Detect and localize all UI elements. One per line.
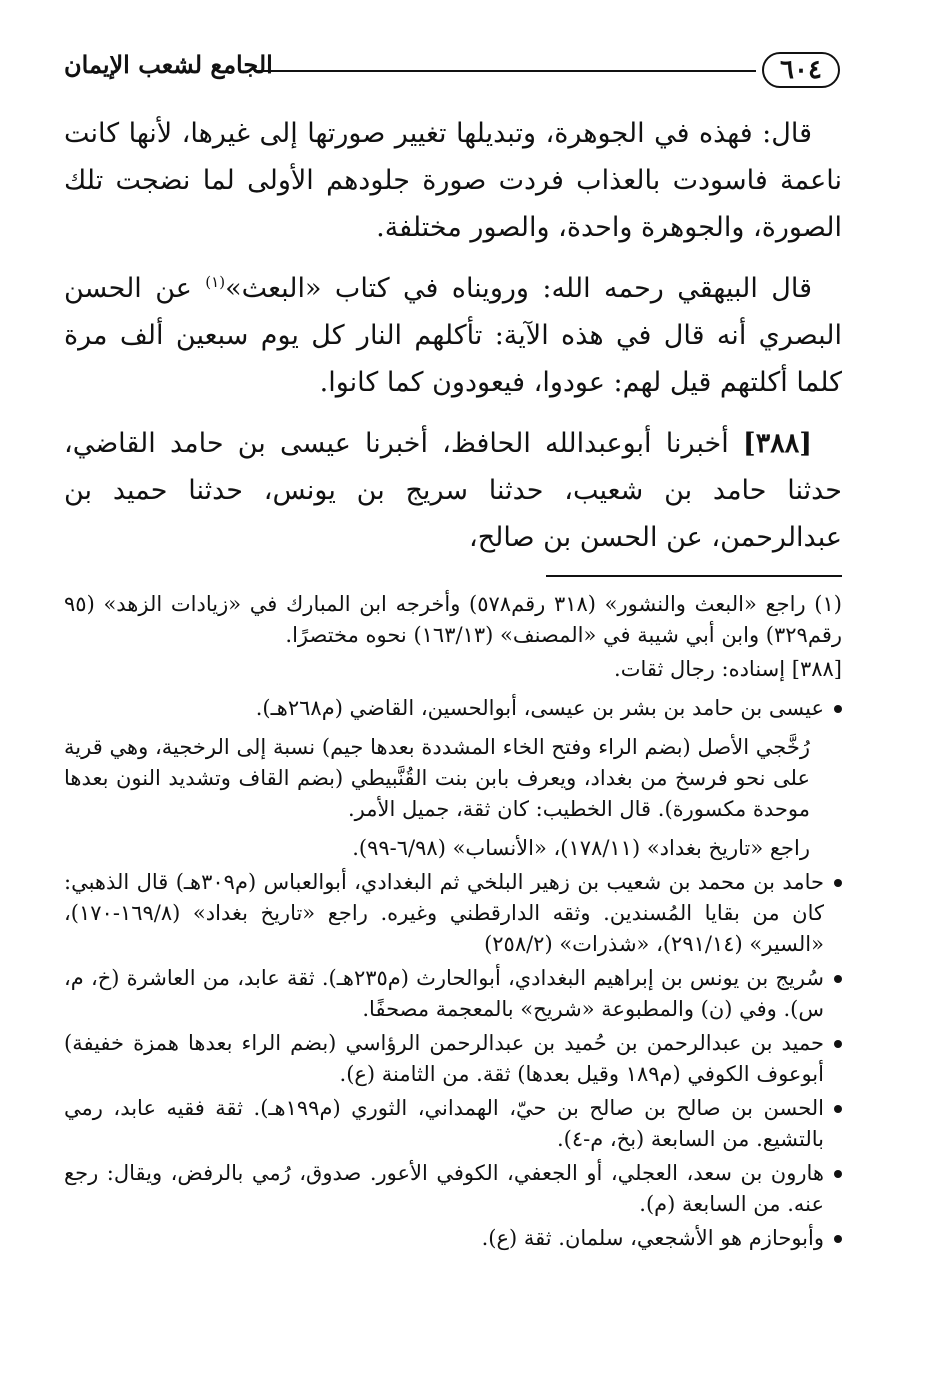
narrator-note-4 <box>64 1028 842 1090</box>
page-number: ٦٠٤ <box>762 52 840 88</box>
page-header <box>64 40 842 108</box>
bullet-icon <box>834 1170 842 1178</box>
paragraph-2 <box>64 265 842 406</box>
narrator-note-3 <box>64 963 842 1025</box>
narrator-note-1-reference: راجع «تاريخ بغداد» (١٧٨/١١)، «الأنساب» (٦/٩٨-٩٩). <box>352 836 810 860</box>
bullet-icon <box>834 1235 842 1243</box>
header-rule <box>254 70 756 72</box>
narrator-note-7 <box>64 1223 842 1254</box>
bullet-icon <box>834 705 842 713</box>
bullet-icon <box>834 1105 842 1113</box>
footnote-separator <box>546 575 842 577</box>
isnad-note: [٣٨٨] إسناده: رجال ثقات. <box>614 657 842 681</box>
narrator-note-3-text: سُريج بن يونس بن إبراهيم البغدادي، أبوالحارث (م٢٣٥هـ). ثقة عابد، من العاشرة (خ، م، س). وفي (ن) والمطبوعة «شريح» بالمعجمة مصحفًا. <box>64 966 824 1021</box>
narrator-note-1-detail: رُخَّجي الأصل (بضم الراء وفتح الخاء المشددة بعدها جيم) نسبة إلى الرخجية، وهي قرية على نحو فرسخ من بغداد، ويعرف بابن بنت القُنَّبيطي (بضم القاف وتشديد النون بعدها موحدة مكسورة). قال الخطيب: كان ثقة، جميل الأمر. <box>64 735 810 821</box>
footnotes <box>64 589 842 1254</box>
bullet-icon <box>834 1040 842 1048</box>
main-text <box>64 110 842 561</box>
footnote-1: (١) راجع «البعث والنشور» (٣١٨ رقم٥٧٨) وأخرجه ابن المبارك في «زيادات الزهد» (٩٥ رقم٣٢٩) وابن أبي شيبة في «المصنف» (١٦٣/١٣) نحوه مختصرًا. <box>64 592 842 647</box>
paragraph-3-text: أخبرنا أبوعبدالله الحافظ، أخبرنا عيسى بن حامد القاضي، حدثنا حامد بن شعيب، حدثنا سريج بن يونس، حدثنا حميد بن عبدالرحمن، عن الحسن بن صالح، <box>64 428 842 553</box>
narrator-note-1 <box>64 693 842 724</box>
narrator-note-2 <box>64 867 842 960</box>
hadith-number: [٣٨٨] <box>742 428 812 459</box>
narrator-note-4-text: حميد بن عبدالرحمن بن حُميد بن عبدالرحمن الرؤاسي (بضم الراء بعدها همزة خفيفة) أبوعوف الكوفي (م١٨٩ وقيل بعدها) ثقة. من الثامنة (ع). <box>64 1031 824 1086</box>
paragraph-2-text-b: عن الحسن البصري أنه قال في هذه الآية: تأكلهم النار كل يوم سبعين ألف مرة كلما أكلتهم قيل لهم: عودوا، فيعودون كما كانوا. <box>64 273 842 398</box>
narrator-note-1-text: عيسى بن حامد بن بشر بن عيسى، أبوالحسين، القاضي (م٢٦٨هـ). <box>255 696 824 720</box>
bullet-icon <box>834 975 842 983</box>
narrator-note-5 <box>64 1093 842 1155</box>
narrator-note-6 <box>64 1158 842 1220</box>
book-title: الجامع لشعب الإيمان <box>64 50 273 79</box>
paragraph-3 <box>64 420 842 561</box>
narrator-note-7-text: وأبوحازم هو الأشجعي، سلمان. ثقة (ع). <box>481 1226 824 1250</box>
paragraph-2-text-a: قال البيهقي رحمه الله: ورويناه في كتاب «البعث» <box>225 273 813 304</box>
book-page <box>64 40 842 1257</box>
paragraph-1: قال: فهذه في الجوهرة، وتبديلها تغيير صورتها إلى غيرها، لأنها كانت ناعمة فاسودت بالعذاب فردت صورة جلودهم الأولى لما نضجت تلك الصورة، والجوهرة واحدة، والصور مختلفة. <box>64 118 842 243</box>
bullet-icon <box>834 879 842 887</box>
narrator-note-6-text: هارون بن سعد، العجلي، أو الجعفي، الكوفي الأعور. صدوق، رُمي بالرفض، ويقال: رجع عنه. من السابعة (م). <box>64 1161 824 1216</box>
footnote-reference: (١) <box>205 273 226 291</box>
narrator-note-2-text: حامد بن محمد بن شعيب بن زهير البلخي ثم البغدادي، أبوالعباس (م٣٠٩هـ) قال الذهبي: كان من بقايا المُسندين. وثقه الدارقطني وغيره. راجع «تاريخ بغداد» (١٦٩/٨-١٧٠)، «السير» (٢٩١/١٤)، «شذرات» (٢٥٨/٢) <box>64 870 824 956</box>
narrator-note-5-text: الحسن بن صالح بن صالح بن حيّ، الهمداني، الثوري (م١٩٩هـ). ثقة فقيه عابد، رمي بالتشيع. من السابعة (بخ، م-٤). <box>64 1096 824 1151</box>
